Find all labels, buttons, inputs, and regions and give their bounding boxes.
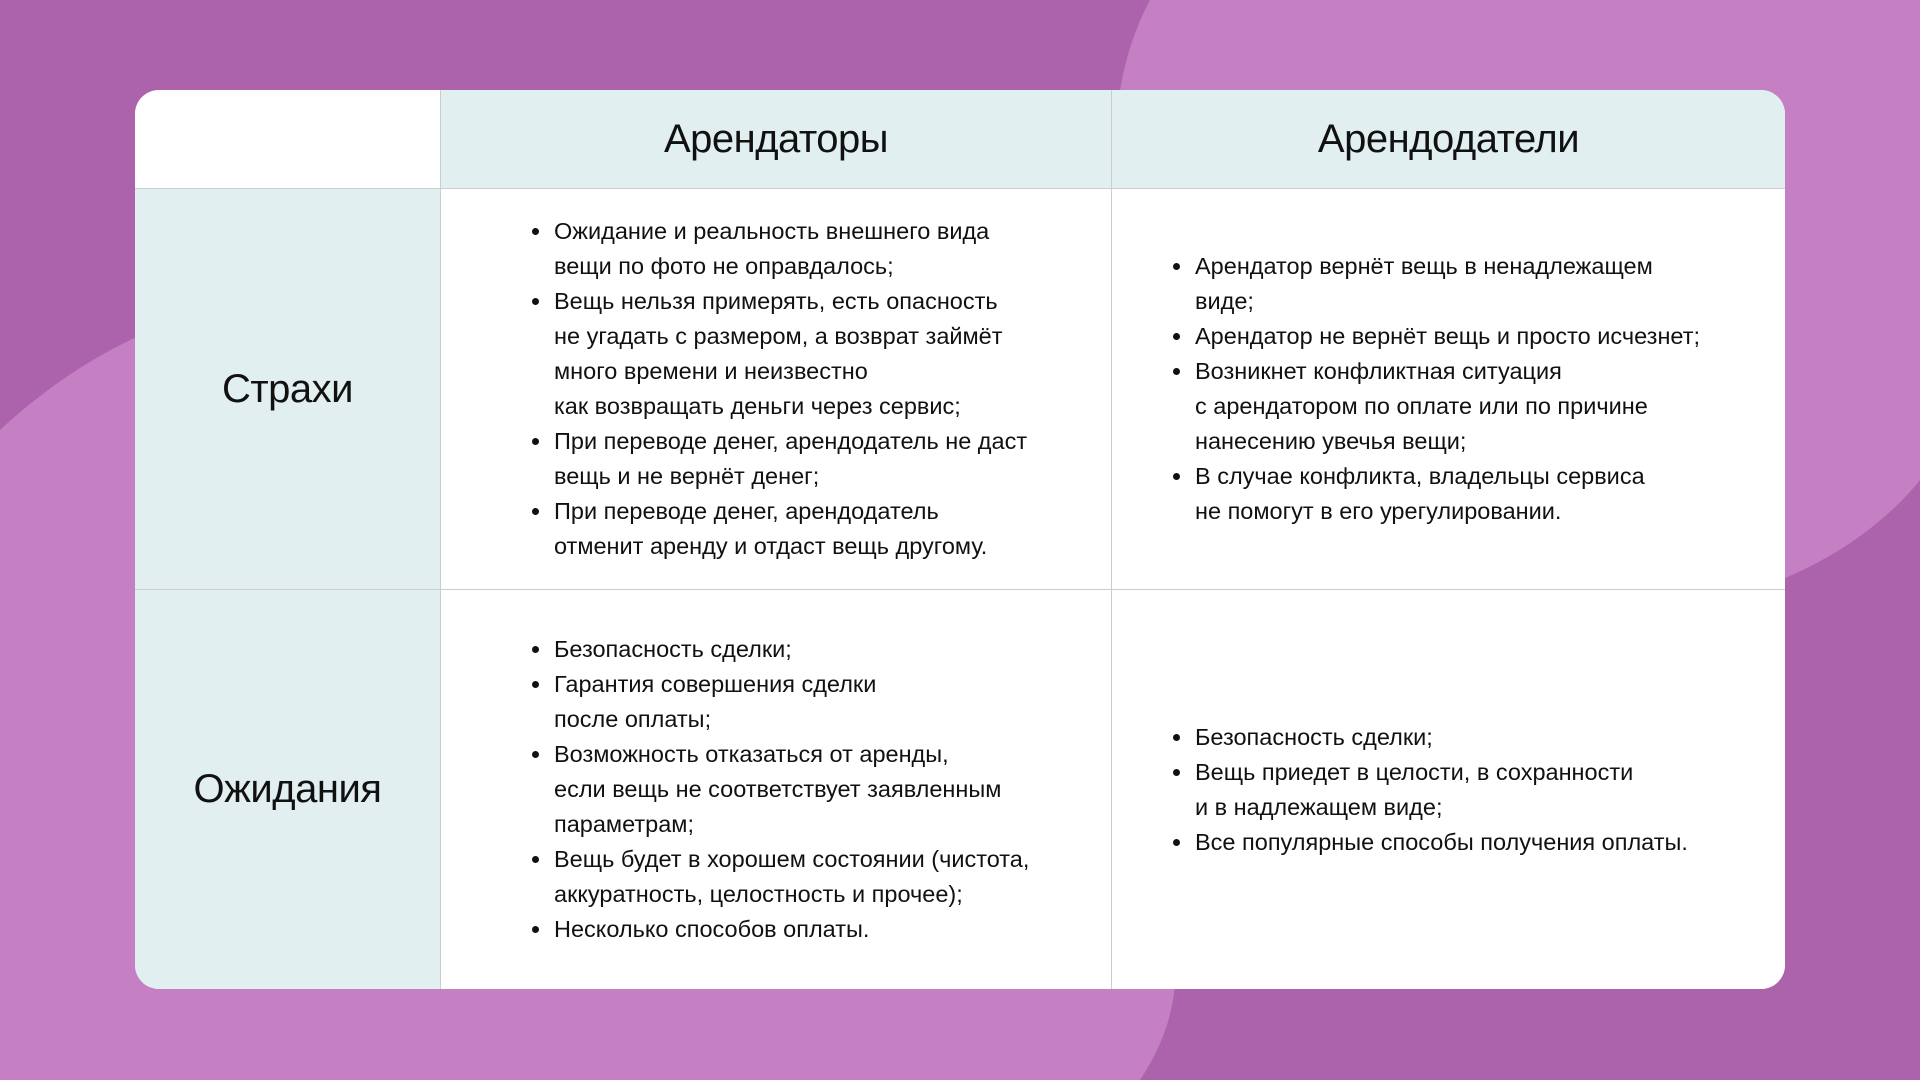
fears-tenants-cell: [441, 189, 1112, 590]
table-corner-cell: [135, 90, 441, 189]
expectations-tenants-list: [529, 632, 1029, 947]
list-item: При переводе денег, арендодатель отменит аренду и отдаст вещь другому.: [554, 494, 1027, 564]
list-item: Возникнет конфликтная ситуация с арендатором по оплате или по причине нанесению увечья вещи;: [1195, 354, 1700, 459]
list-item: Гарантия совершения сделки после оплаты;: [554, 667, 1029, 737]
row-header-fears: Страхи: [135, 189, 441, 590]
expectations-landlords-list: [1170, 720, 1688, 860]
list-item: Безопасность сделки;: [1195, 720, 1688, 755]
fears-tenants-list: [529, 214, 1027, 564]
expectations-landlords-cell: [1112, 590, 1785, 989]
list-item: Возможность отказаться от аренды, если вещь не соответствует заявленным параметрам;: [554, 737, 1029, 842]
list-item: Безопасность сделки;: [554, 632, 1029, 667]
list-item: Все популярные способы получения оплаты.: [1195, 825, 1688, 860]
fears-landlords-list: [1170, 249, 1700, 529]
list-item: Арендатор не вернёт вещь и просто исчезнет;: [1195, 319, 1700, 354]
list-item: Вещь нельзя примерять, есть опасность не угадать с размером, а возврат займёт много времени и неизвестно как возвращать деньги через сервис;: [554, 284, 1027, 424]
expectations-tenants-cell: [441, 590, 1112, 989]
list-item: Несколько способов оплаты.: [554, 912, 1029, 947]
list-item: При переводе денег, арендодатель не даст вещь и не вернёт денег;: [554, 424, 1027, 494]
list-item: В случае конфликта, владельцы сервиса не помогут в его урегулировании.: [1195, 459, 1700, 529]
list-item: Арендатор вернёт вещь в ненадлежащем виде;: [1195, 249, 1700, 319]
row-header-expectations: Ожидания: [135, 590, 441, 989]
column-header-landlords: Арендодатели: [1112, 90, 1785, 189]
list-item: Ожидание и реальность внешнего вида вещи по фото не оправдалось;: [554, 214, 1027, 284]
list-item: Вещь приедет в целости, в сохранности и в надлежащем виде;: [1195, 755, 1688, 825]
fears-landlords-cell: [1112, 189, 1785, 590]
column-header-tenants: Арендаторы: [441, 90, 1112, 189]
comparison-table: [135, 90, 1785, 989]
list-item: Вещь будет в хорошем состоянии (чистота, аккуратность, целостность и прочее);: [554, 842, 1029, 912]
